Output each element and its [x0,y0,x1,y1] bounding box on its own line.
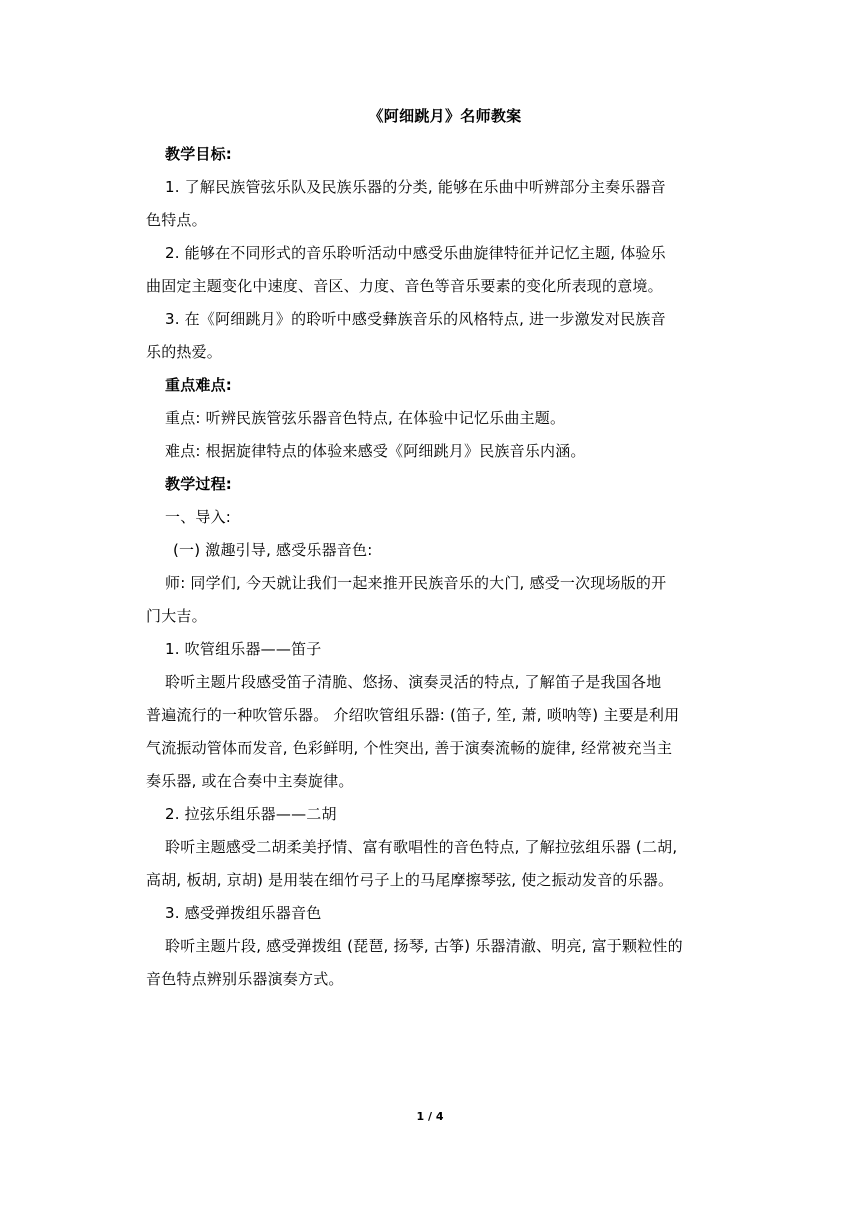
wind-line-3: 气流振动管体而发音, 色彩鲜明, 个性突出, 善于演奏流畅的旋律, 经常被充当主 [146,739,673,757]
section-heading-process: 教学过程: [165,475,232,493]
intro-subheading: (一) 激趣引导, 感受乐器音色: [173,541,373,559]
wind-line-1: 聆听主题片段感受笛子清脆、悠扬、演奏灵活的特点, 了解笛子是我国各地 [165,673,662,691]
section-heading-goals: 教学目标: [165,145,232,163]
string-line-2: 高胡, 板胡, 京胡) 是用装在细竹弓子上的马尾摩擦琴弦, 使之振动发音的乐器。 [146,871,674,889]
goal-3-line-1: 3. 在《阿细跳月》的聆听中感受彝族音乐的风格特点, 进一步激发对民族音 [165,310,666,328]
string-instruments-paragraph [146,831,725,897]
goal-3 [146,303,725,369]
goal-3-line-2: 乐的热爱。 [146,343,223,361]
goal-2-line-1: 2. 能够在不同形式的音乐聆听活动中感受乐曲旋律特征并记忆主题, 体验乐 [165,244,666,262]
string-line-1: 聆听主题感受二胡柔美抒情、富有歌唱性的音色特点, 了解拉弦组乐器 (二胡, [165,838,678,856]
goal-2-line-2: 曲固定主题变化中速度、音区、力度、音色等音乐要素的变化所表现的意境。 [146,277,663,295]
pluck-line-1: 聆听主题片段, 感受弹拨组 (琵琶, 扬琴, 古筝) 乐器清澈、明亮, 富于颗粒性的 [165,937,683,955]
string-instruments-heading: 2. 拉弦乐组乐器——二胡 [165,805,337,823]
teacher-line-2: 门大吉。 [146,607,207,625]
page-number: 1 / 4 [416,1110,444,1123]
document-title: 《阿细跳月》名师教案 [368,107,522,125]
document-body [146,104,725,996]
plucked-instruments-paragraph [146,930,725,996]
goal-1-line-2: 色特点。 [146,211,207,229]
goal-1-line-1: 1. 了解民族管弦乐队及民族乐器的分类, 能够在乐曲中听辨部分主奏乐器音 [165,178,666,196]
wind-line-4: 奏乐器, 或在合奏中主奏旋律。 [146,772,354,790]
intro-heading: 一、导入: [165,508,232,526]
pluck-line-2: 音色特点辨别乐器演奏方式。 [146,970,344,988]
wind-instruments-paragraph [146,666,725,798]
goal-1 [146,171,725,237]
wind-line-2: 普遍流行的一种吹管乐器。 介绍吹管组乐器: (笛子, 笙, 萧, 唢呐等) 主要是利用 [146,706,680,724]
plucked-instruments-heading: 3. 感受弹拨组乐器音色 [165,904,322,922]
teacher-line-1: 师: 同学们, 今天就让我们一起来推开民族音乐的大门, 感受一次现场版的开 [165,574,667,592]
key-point: 重点: 听辨民族管弦乐器音色特点, 在体验中记忆乐曲主题。 [165,409,566,427]
teacher-paragraph [146,567,725,633]
difficult-point: 难点: 根据旋律特点的体验来感受《阿细跳月》民族音乐内涵。 [165,442,586,460]
wind-instruments-heading: 1. 吹管组乐器——笛子 [165,640,322,658]
section-heading-key-points: 重点难点: [165,376,232,394]
goal-2 [146,237,725,303]
